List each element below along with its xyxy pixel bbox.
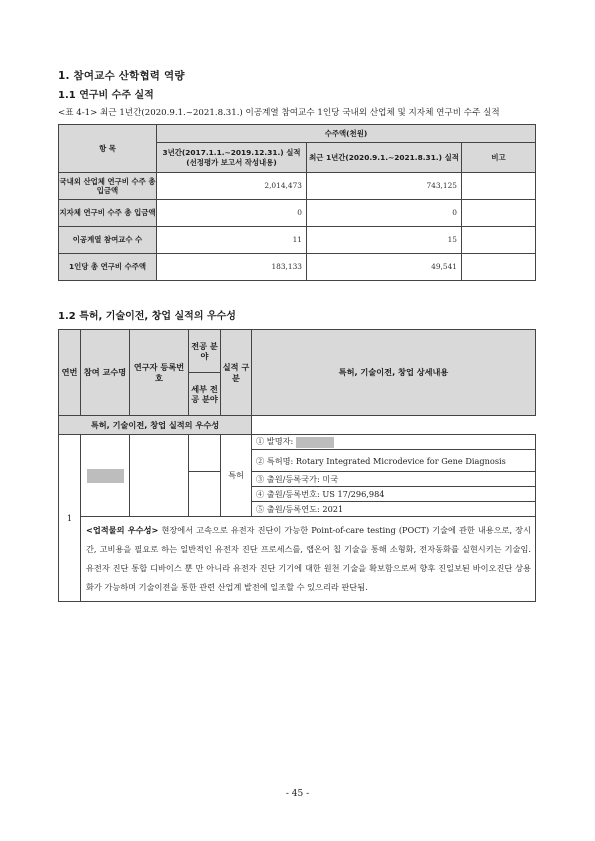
header-researcher-id: 연구자 등록번호 [130,330,189,416]
table-caption: <표 4-1> 최근 1년간(2020.9.1.~2021.8.31.) 이공계열 참여교수 1인당 국내외 산업체 및 지자체 연구비 수주 실적 [58,108,500,118]
subsection-title-patents: 1.2 특허, 기술이전, 창업 실적의 우수성 [58,311,236,322]
row-note [462,200,536,227]
patent-item: ⑤ 출원/등록연도: 2021 [252,502,536,517]
professor-name [81,435,130,517]
header-item: 항 목 [59,125,157,173]
row-note [462,254,536,281]
row-value-1: 0 [157,200,307,227]
redacted-name [87,469,124,483]
row-label: 지자체 연구비 수주 총 입금액 [59,200,157,227]
serial-number: 1 [59,435,81,602]
header-excellence: 특허, 기술이전, 창업 실적의 우수성 [59,416,252,435]
table-row [59,173,536,200]
header-recent-year: 최근 1년간(2020.9.1.~2021.8.31.) 실적 [307,143,462,173]
header-detail: 특허, 기술이전, 창업 상세내용 [252,330,536,416]
header-three-year: 3년간(2017.1.1.~2019.12.31.) 실적 (선정평가 보고서 작성내용) [157,143,307,173]
row-value-2: 49,541 [307,254,462,281]
patent-item: ④ 출원/등록번호: US 17/296,984 [252,487,536,502]
row-note [462,173,536,200]
researcher-id [130,435,189,517]
row-label: 1인당 총 연구비 수주액 [59,254,157,281]
patent-item: ③ 출원/등록국가: 미국 [252,472,536,487]
patent-table [58,329,536,602]
patent-item: ① 발명자: [252,435,536,450]
table-row [59,227,536,254]
header-serial-no: 연번 [59,330,81,416]
excellence-description [81,517,536,602]
table-row [59,200,536,227]
header-field: 전공 분야 [189,330,221,373]
subsection-title-research-funding: 1.1 연구비 수주 실적 [58,90,154,101]
header-amount: 수주액(천원) [157,125,536,143]
section-title: 1. 참여교수 산학협력 역량 [58,70,185,82]
row-value-1: 183,133 [157,254,307,281]
row-label: 이공계열 참여교수 수 [59,227,157,254]
row-value-2: 0 [307,200,462,227]
table-row [59,254,536,281]
research-funding-table [58,124,536,281]
header-type: 실적 구분 [221,330,252,416]
excellence-text: 현장에서 고속으로 유전자 진단이 가능한 Point-of-care testing (POCT) 기술에 관한 내용으로, 장시간, 고비용을 필요로 하는 일반적인 유전자 진단 프로세스를, 랩온어 칩 기술을 통해 소형화, 전자동화를 실현시키는 기술임. 유전자 진단 통합 디바이스 뿐 만 아니라 유전자 진단 기기에 대한 원천 기술을 확보함으로써 향후 진일보된 바이오진단 상용화가 가능하며 기술이전을 통한 관련 산업계 발전에 일조할 수 있으리라 판단됨. [86,525,532,592]
row-note [462,227,536,254]
patent-item: ② 특허명: Rotary Integrated Microdevice for Gene Diagnosis [252,450,536,472]
excellence-label: <업적물의 우수성> [86,525,159,535]
subfield [189,472,221,517]
header-subfield: 세부 전공 분야 [189,373,221,416]
row-value-2: 743,125 [307,173,462,200]
row-value-1: 11 [157,227,307,254]
redacted-inventor [296,437,334,448]
field [189,435,221,472]
row-label: 국내외 산업체 연구비 수주 총 입금액 [59,173,157,200]
header-note: 비고 [462,143,536,173]
page-number: - 45 - [285,789,310,799]
header-professor: 참여 교수명 [81,330,130,416]
row-value-2: 15 [307,227,462,254]
row-value-1: 2,014,473 [157,173,307,200]
achievement-type: 특허 [221,435,252,517]
